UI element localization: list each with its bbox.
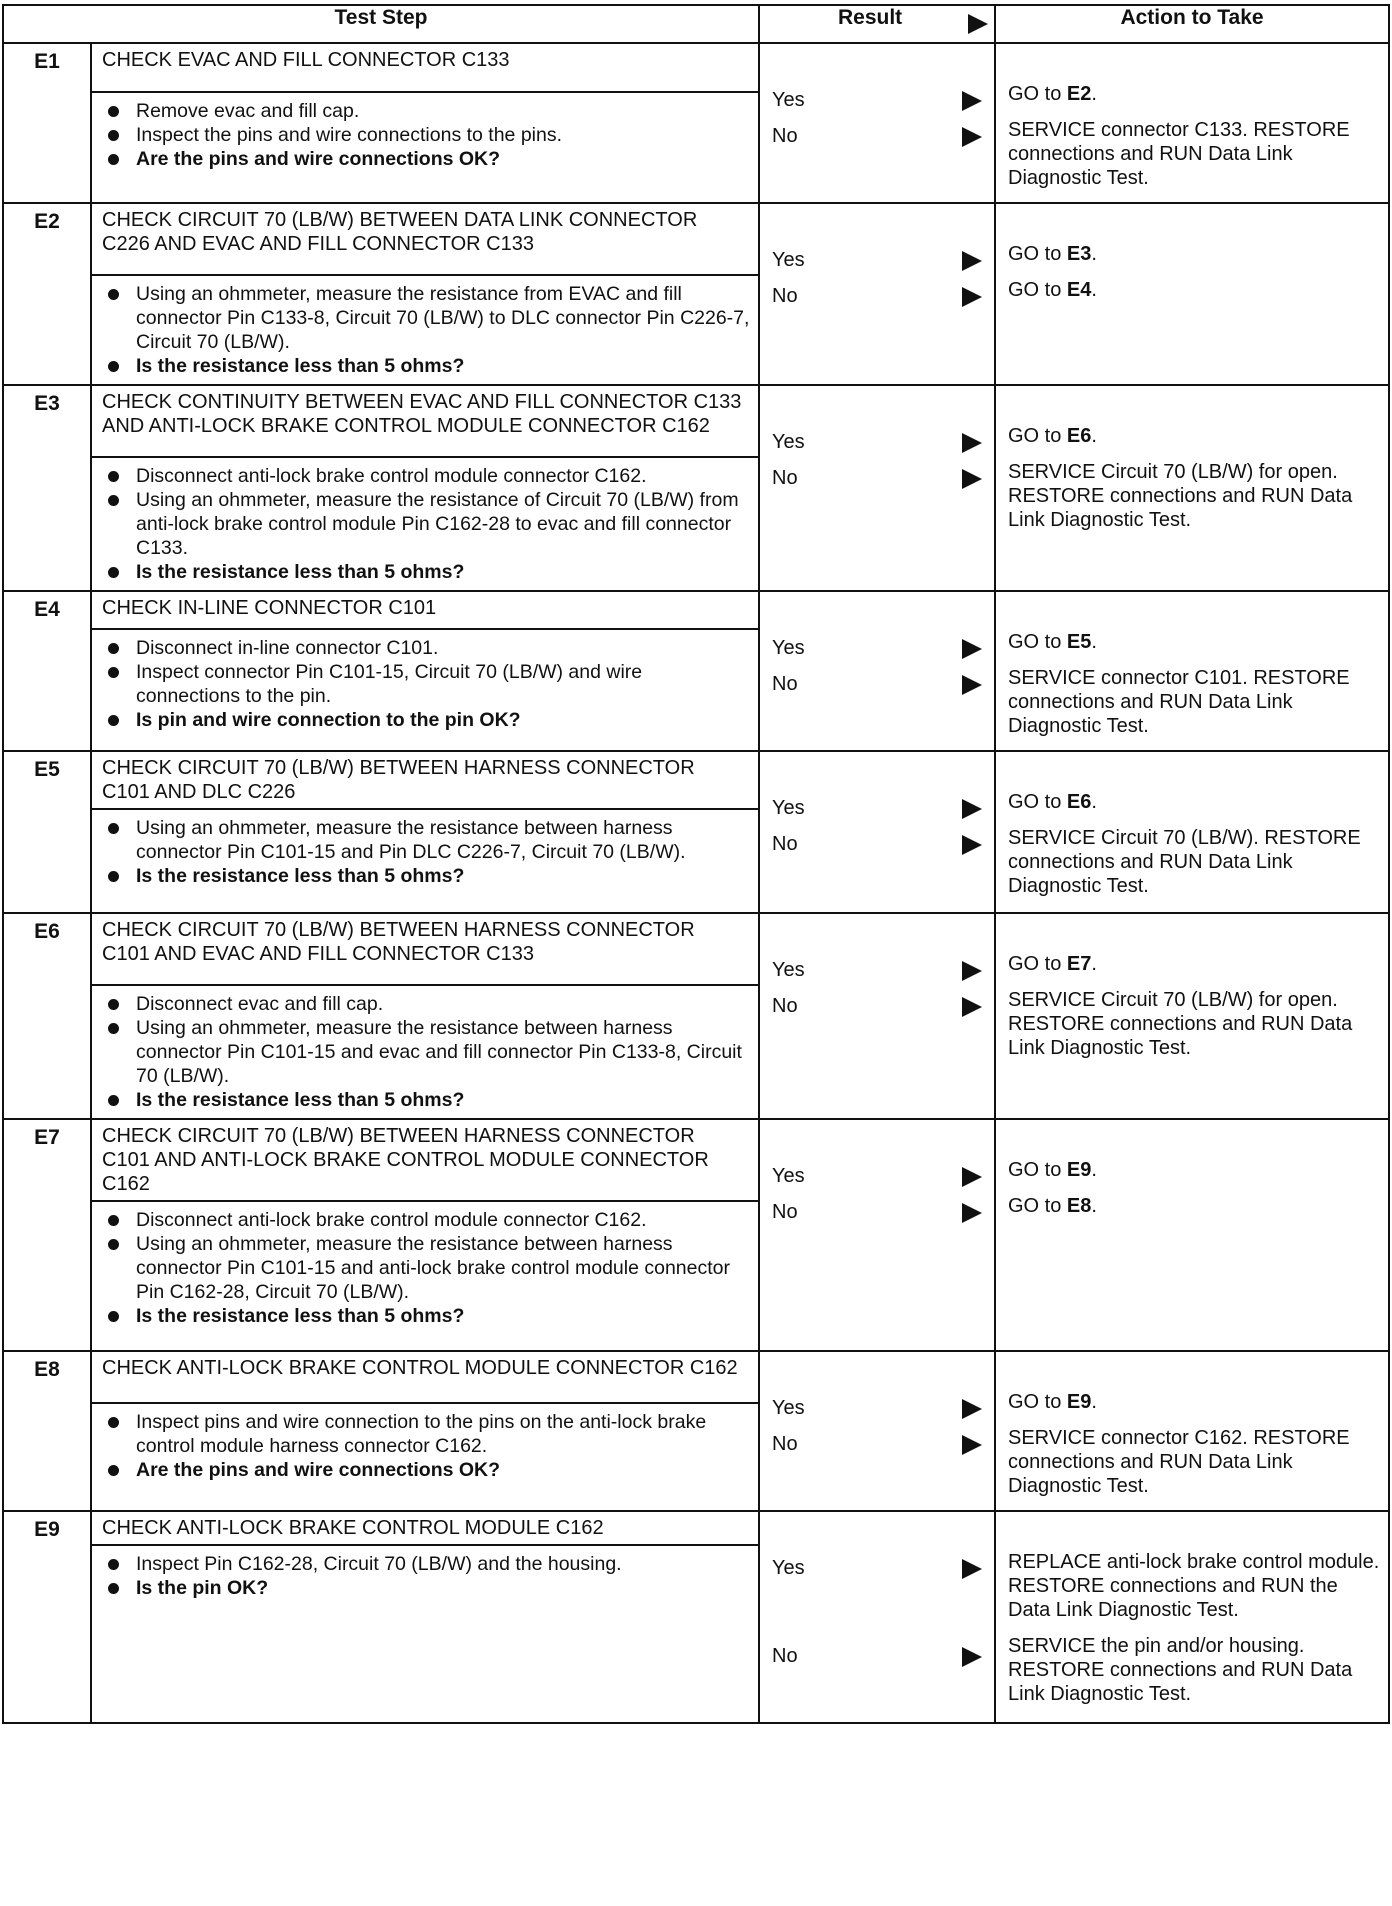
bullet-icon xyxy=(108,1215,119,1226)
bullet-icon xyxy=(108,361,119,372)
action-instruction: REPLACE anti-lock brake control module. RESTORE connections and RUN the Data Link Diagnostic Test. xyxy=(1008,1551,1380,1621)
action-instruction: SERVICE Circuit 70 (LB/W) for open. RESTORE connections and RUN Data Link Diagnostic Test. xyxy=(1008,461,1353,531)
step-id: E8 xyxy=(3,1351,91,1511)
action-tail: . xyxy=(1091,243,1097,265)
bullet-icon xyxy=(108,1465,119,1476)
action-text xyxy=(1008,424,1380,448)
result-label: No xyxy=(772,995,798,1017)
result-label: No xyxy=(772,285,798,307)
result-no xyxy=(772,826,986,862)
step-id: E4 xyxy=(3,591,91,751)
question-item xyxy=(104,560,750,584)
step-title: CHECK EVAC AND FILL CONNECTOR C133 xyxy=(91,43,759,92)
result-no xyxy=(772,1638,986,1674)
action-instruction: GO to xyxy=(1008,1159,1067,1181)
result-yes xyxy=(772,1550,986,1586)
question-text: Is the pin OK? xyxy=(136,1577,269,1599)
action-tail: . xyxy=(1091,1195,1097,1217)
step-instructions xyxy=(91,275,759,385)
bullet-icon xyxy=(108,823,119,834)
step-title-row xyxy=(3,1511,1389,1545)
action-text xyxy=(1008,630,1380,654)
step-instructions xyxy=(91,985,759,1119)
arrow-icon xyxy=(962,1435,982,1455)
instruction-text: Disconnect evac and fill cap. xyxy=(136,993,384,1015)
result-yes xyxy=(772,952,986,988)
instruction-text: Using an ohmmeter, measure the resistance between harness connector Pin C101-15 and Pin DLC C226-7, Circuit 70 (LB/W). xyxy=(136,817,686,863)
arrow-icon xyxy=(962,251,982,271)
question-item xyxy=(104,708,750,732)
result-label: No xyxy=(772,673,798,695)
bullet-icon xyxy=(108,1417,119,1428)
action-tail: . xyxy=(1091,279,1097,301)
action-text xyxy=(1008,952,1380,976)
arrow-icon xyxy=(968,14,988,34)
action-target-step: E8 xyxy=(1066,1195,1092,1217)
question-text: Are the pins and wire connections OK? xyxy=(136,1458,501,1481)
step-results xyxy=(759,1119,995,1351)
action-instruction: GO to xyxy=(1008,83,1067,105)
action-target-step: E3 xyxy=(1066,243,1092,265)
result-label: Yes xyxy=(772,431,805,453)
step-results xyxy=(759,913,995,1119)
bullet-icon xyxy=(108,495,119,506)
instruction-text: Disconnect anti-lock brake control module connector C162. xyxy=(136,465,647,487)
result-label: No xyxy=(772,1433,798,1455)
action-instruction: GO to xyxy=(1008,243,1067,265)
instruction-text: Using an ohmmeter, measure the resistance from EVAC and fill connector Pin C133-8, Circuit 70 (LB/W) to DLC connector Pin C226-7, Circuit 70 (LB/W). xyxy=(136,283,750,353)
instruction-text: Using an ohmmeter, measure the resistance between harness connector Pin C101-15 and anti-lock brake control module connector Pin C162-28, Circuit 70 (LB/W). xyxy=(136,1233,731,1303)
instruction-item xyxy=(104,488,750,560)
result-yes xyxy=(772,1390,986,1426)
result-label: No xyxy=(772,1201,798,1223)
result-no xyxy=(772,666,986,702)
result-label: No xyxy=(772,467,798,489)
result-label: Yes xyxy=(772,1165,805,1187)
result-yes xyxy=(772,790,986,826)
action-text xyxy=(1008,242,1380,266)
step-actions xyxy=(995,751,1389,913)
action-target-step: E6 xyxy=(1066,791,1092,813)
step-results xyxy=(759,385,995,591)
step-id: E9 xyxy=(3,1511,91,1723)
action-instruction: SERVICE Circuit 70 (LB/W). RESTORE connections and RUN Data Link Diagnostic Test. xyxy=(1008,827,1361,897)
instruction-text: Using an ohmmeter, measure the resistance of Circuit 70 (LB/W) from anti-lock brake control module Pin C162-28 to evac and fill connector C133. xyxy=(136,489,739,559)
instruction-list xyxy=(92,93,758,177)
question-item xyxy=(104,1576,750,1600)
step-title: CHECK CIRCUIT 70 (LB/W) BETWEEN DATA LINK CONNECTOR C226 AND EVAC AND FILL CONNECTOR C133 xyxy=(91,203,759,275)
bullet-icon xyxy=(108,999,119,1010)
action-text xyxy=(1008,1550,1380,1622)
step-id: E2 xyxy=(3,203,91,385)
bullet-icon xyxy=(108,1559,119,1570)
instruction-text: Disconnect anti-lock brake control module connector C162. xyxy=(136,1209,647,1231)
step-title-row xyxy=(3,751,1389,809)
instruction-text: Remove evac and fill cap. xyxy=(136,100,360,123)
step-actions xyxy=(995,1119,1389,1351)
action-target-step: E7 xyxy=(1066,953,1092,975)
action-text xyxy=(1008,278,1380,302)
result-label: Yes xyxy=(772,1397,805,1419)
instruction-list xyxy=(92,630,758,738)
instruction-item xyxy=(104,1410,750,1458)
step-instructions xyxy=(91,1201,759,1351)
step-title-row xyxy=(3,913,1389,985)
action-text xyxy=(1008,666,1380,738)
result-yes xyxy=(772,424,986,460)
action-tail: . xyxy=(1091,1159,1097,1181)
diagnostic-table xyxy=(2,4,1390,1724)
instruction-list xyxy=(92,458,758,590)
result-label: Yes xyxy=(772,959,805,981)
step-title: CHECK IN-LINE CONNECTOR C101 xyxy=(91,591,759,629)
step-title-row xyxy=(3,1119,1389,1201)
instruction-list xyxy=(92,1404,758,1488)
arrow-icon xyxy=(962,675,982,695)
step-actions xyxy=(995,591,1389,751)
step-instructions xyxy=(91,809,759,913)
action-text xyxy=(1008,826,1380,898)
step-results xyxy=(759,203,995,385)
bullet-icon xyxy=(108,471,119,482)
step-actions xyxy=(995,913,1389,1119)
action-text xyxy=(1008,988,1380,1060)
result-yes xyxy=(772,1158,986,1194)
result-no xyxy=(772,1194,986,1230)
step-results xyxy=(759,1351,995,1511)
arrow-icon xyxy=(962,469,982,489)
result-yes xyxy=(772,630,986,666)
instruction-text: Inspect connector Pin C101-15, Circuit 70 (LB/W) and wire connections to the pin. xyxy=(136,660,643,707)
arrow-icon xyxy=(962,799,982,819)
instruction-item xyxy=(104,99,750,123)
instruction-item xyxy=(104,464,750,488)
step-title-row xyxy=(3,43,1389,92)
arrow-icon xyxy=(962,1559,982,1579)
step-instructions xyxy=(91,629,759,751)
result-no xyxy=(772,988,986,1024)
action-target-step: E9 xyxy=(1066,1159,1092,1181)
instruction-text: Inspect Pin C162-28, Circuit 70 (LB/W) and the housing. xyxy=(136,1553,622,1575)
step-title: CHECK CIRCUIT 70 (LB/W) BETWEEN HARNESS CONNECTOR C101 AND EVAC AND FILL CONNECTOR C133 xyxy=(91,913,759,985)
instruction-list xyxy=(92,276,758,384)
arrow-icon xyxy=(962,91,982,111)
action-instruction: SERVICE connector C101. RESTORE connections and RUN Data Link Diagnostic Test. xyxy=(1008,667,1350,737)
table-body xyxy=(3,43,1389,1723)
step-id: E7 xyxy=(3,1119,91,1351)
action-tail: . xyxy=(1091,631,1097,653)
action-instruction: GO to xyxy=(1008,1195,1067,1217)
question-text: Is the resistance less than 5 ohms? xyxy=(136,865,465,887)
header-result xyxy=(759,5,995,43)
header-result-label: Result xyxy=(838,6,903,29)
result-label: No xyxy=(772,1645,798,1667)
step-actions xyxy=(995,203,1389,385)
step-instructions xyxy=(91,457,759,591)
arrow-icon xyxy=(962,961,982,981)
bullet-icon xyxy=(108,1311,119,1322)
step-results xyxy=(759,1511,995,1723)
instruction-item xyxy=(104,992,750,1016)
step-instructions xyxy=(91,1545,759,1723)
bullet-icon xyxy=(108,1583,119,1594)
step-title-row xyxy=(3,203,1389,275)
instruction-item xyxy=(104,1232,750,1304)
step-title-row xyxy=(3,1351,1389,1403)
result-no xyxy=(772,460,986,496)
result-yes xyxy=(772,242,986,278)
bullet-icon xyxy=(108,667,119,678)
bullet-icon xyxy=(108,1095,119,1106)
step-actions xyxy=(995,43,1389,203)
action-tail: . xyxy=(1091,791,1097,813)
action-text xyxy=(1008,790,1380,814)
step-results xyxy=(759,591,995,751)
step-actions xyxy=(995,1351,1389,1511)
arrow-icon xyxy=(962,287,982,307)
action-target-step: E6 xyxy=(1066,425,1092,447)
diagnostic-table-sheet xyxy=(2,4,1388,1724)
bullet-icon xyxy=(108,1239,119,1250)
bullet-icon xyxy=(108,289,119,300)
instruction-item xyxy=(104,1208,750,1232)
bullet-icon xyxy=(108,567,119,578)
question-text: Is pin and wire connection to the pin OK? xyxy=(136,708,521,731)
step-results xyxy=(759,751,995,913)
step-actions xyxy=(995,1511,1389,1723)
step-results xyxy=(759,43,995,203)
action-instruction: GO to xyxy=(1008,279,1067,301)
action-tail: . xyxy=(1091,425,1097,447)
arrow-icon xyxy=(962,1203,982,1223)
instruction-list xyxy=(92,810,758,894)
result-label: Yes xyxy=(772,637,805,659)
instruction-item xyxy=(104,1552,750,1576)
instruction-text: Inspect pins and wire connection to the pins on the anti-lock brake control module harness connector C162. xyxy=(136,1410,707,1457)
action-text xyxy=(1008,1634,1380,1706)
step-actions xyxy=(995,385,1389,591)
action-tail: . xyxy=(1091,953,1097,975)
question-item xyxy=(104,1088,750,1112)
step-title: CHECK ANTI-LOCK BRAKE CONTROL MODULE C162 xyxy=(91,1511,759,1545)
bullet-icon xyxy=(108,154,119,165)
question-item xyxy=(104,147,750,171)
arrow-icon xyxy=(962,127,982,147)
action-text xyxy=(1008,1426,1380,1498)
question-text: Is the resistance less than 5 ohms? xyxy=(136,1089,465,1111)
action-instruction: GO to xyxy=(1008,631,1067,653)
arrow-icon xyxy=(962,1167,982,1187)
header-action: Action to Take xyxy=(995,5,1389,43)
step-title-row xyxy=(3,385,1389,457)
question-text: Is the resistance less than 5 ohms? xyxy=(136,355,465,377)
instruction-list xyxy=(92,986,758,1118)
action-target-step: E5 xyxy=(1066,631,1092,653)
arrow-icon xyxy=(962,997,982,1017)
step-title: CHECK CIRCUIT 70 (LB/W) BETWEEN HARNESS CONNECTOR C101 AND DLC C226 xyxy=(91,751,759,809)
step-title: CHECK CIRCUIT 70 (LB/W) BETWEEN HARNESS CONNECTOR C101 AND ANTI-LOCK BRAKE CONTROL MODULE CONNECTOR C162 xyxy=(91,1119,759,1201)
result-yes xyxy=(772,82,986,118)
action-tail: . xyxy=(1091,1391,1097,1413)
action-instruction: GO to xyxy=(1008,791,1067,813)
step-instructions xyxy=(91,92,759,203)
result-no xyxy=(772,278,986,314)
arrow-icon xyxy=(962,1647,982,1667)
action-instruction: SERVICE the pin and/or housing. RESTORE connections and RUN Data Link Diagnostic Test. xyxy=(1008,1635,1353,1705)
action-text xyxy=(1008,460,1380,532)
instruction-text: Using an ohmmeter, measure the resistance between harness connector Pin C101-15 and evac and fill connector Pin C133-8, Circuit 70 (LB/W). xyxy=(136,1017,742,1087)
instruction-item xyxy=(104,816,750,864)
instruction-text: Inspect the pins and wire connections to the pins. xyxy=(136,124,563,147)
header-test-step: Test Step xyxy=(3,5,759,43)
question-text: Are the pins and wire connections OK? xyxy=(136,148,501,171)
action-instruction: GO to xyxy=(1008,953,1067,975)
instruction-item xyxy=(104,123,750,147)
arrow-icon xyxy=(962,835,982,855)
action-instruction: GO to xyxy=(1008,1391,1067,1413)
result-label: No xyxy=(772,833,798,855)
action-text xyxy=(1008,82,1380,106)
step-id: E3 xyxy=(3,385,91,591)
step-id: E1 xyxy=(3,43,91,203)
instruction-text: Disconnect in-line connector C101. xyxy=(136,636,439,659)
action-text xyxy=(1008,118,1380,190)
action-instruction: SERVICE connector C133. RESTORE connections and RUN Data Link Diagnostic Test. xyxy=(1008,119,1350,189)
question-item xyxy=(104,864,750,888)
instruction-item xyxy=(104,282,750,354)
action-target-step: E2 xyxy=(1066,83,1092,105)
header-row xyxy=(3,5,1389,43)
arrow-icon xyxy=(962,639,982,659)
step-id: E5 xyxy=(3,751,91,913)
result-no xyxy=(772,118,986,154)
action-text xyxy=(1008,1158,1380,1182)
step-instructions xyxy=(91,1403,759,1511)
instruction-list xyxy=(92,1546,758,1606)
result-label: Yes xyxy=(772,797,805,819)
bullet-icon xyxy=(108,643,119,654)
bullet-icon xyxy=(108,130,119,141)
action-instruction: GO to xyxy=(1008,425,1067,447)
question-text: Is the resistance less than 5 ohms? xyxy=(136,561,465,583)
action-target-step: E4 xyxy=(1066,279,1092,301)
result-label: No xyxy=(772,125,798,147)
result-label: Yes xyxy=(772,89,805,111)
action-text xyxy=(1008,1390,1380,1414)
arrow-icon xyxy=(962,1399,982,1419)
action-instruction: SERVICE Circuit 70 (LB/W) for open. RESTORE connections and RUN Data Link Diagnostic Test. xyxy=(1008,989,1353,1059)
step-id: E6 xyxy=(3,913,91,1119)
instruction-item xyxy=(104,636,750,660)
question-text: Is the resistance less than 5 ohms? xyxy=(136,1305,465,1327)
step-title-row xyxy=(3,591,1389,629)
result-label: Yes xyxy=(772,1557,805,1579)
arrow-icon xyxy=(962,433,982,453)
bullet-icon xyxy=(108,106,119,117)
question-item xyxy=(104,354,750,378)
action-text xyxy=(1008,1194,1380,1218)
instruction-item xyxy=(104,660,750,708)
question-item xyxy=(104,1458,750,1482)
instruction-list xyxy=(92,1202,758,1334)
result-no xyxy=(772,1426,986,1462)
bullet-icon xyxy=(108,1023,119,1034)
step-title: CHECK ANTI-LOCK BRAKE CONTROL MODULE CONNECTOR C162 xyxy=(91,1351,759,1403)
action-instruction: SERVICE connector C162. RESTORE connections and RUN Data Link Diagnostic Test. xyxy=(1008,1427,1350,1497)
action-target-step: E9 xyxy=(1066,1391,1092,1413)
result-label: Yes xyxy=(772,249,805,271)
instruction-item xyxy=(104,1016,750,1088)
bullet-icon xyxy=(108,715,119,726)
question-item xyxy=(104,1304,750,1328)
action-tail: . xyxy=(1091,83,1097,105)
step-title: CHECK CONTINUITY BETWEEN EVAC AND FILL CONNECTOR C133 AND ANTI-LOCK BRAKE CONTROL MODULE CONNECTOR C162 xyxy=(91,385,759,457)
bullet-icon xyxy=(108,871,119,882)
